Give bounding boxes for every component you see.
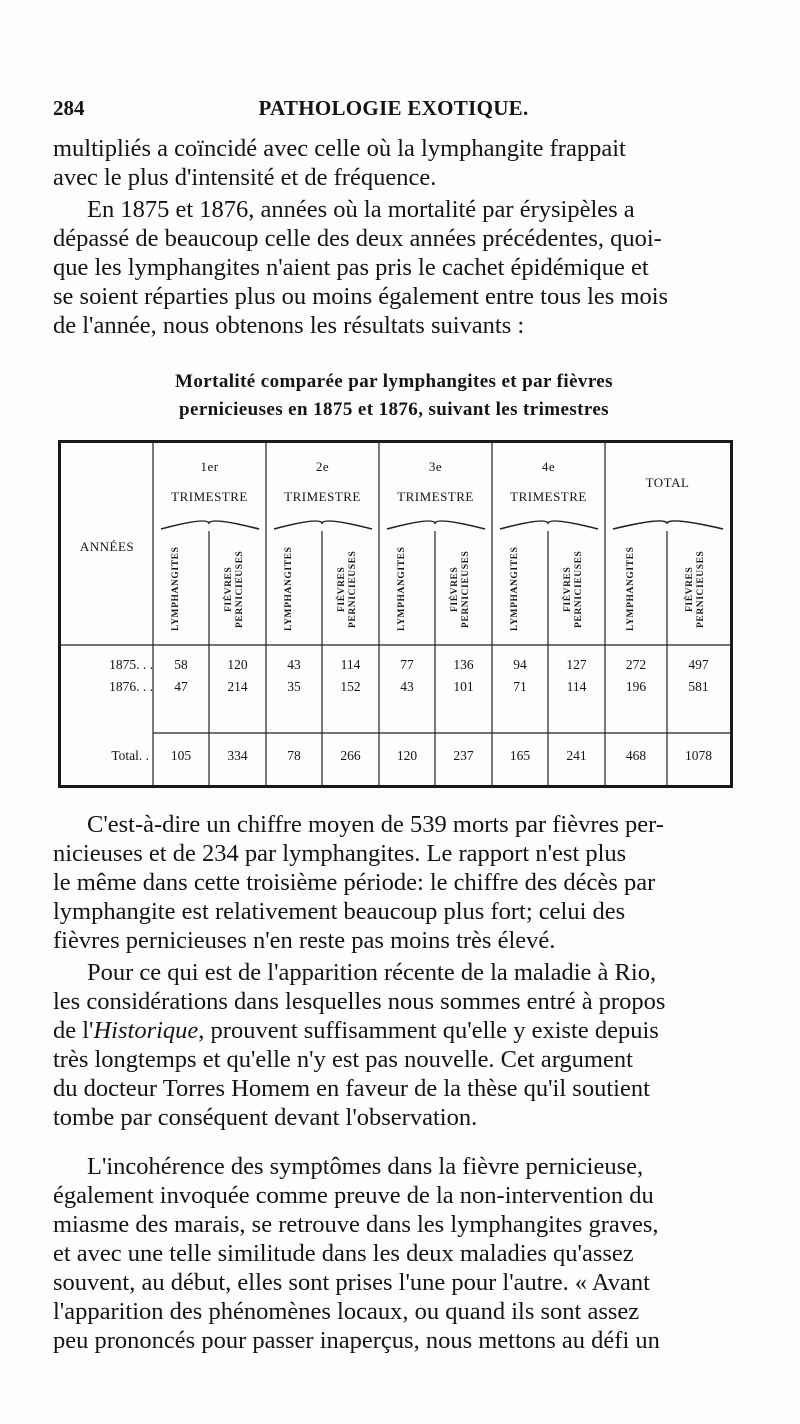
- text-line: le même dans cette troisième période: le chiffre des décès par: [53, 869, 656, 896]
- group-label: TRIMESTRE: [510, 489, 587, 504]
- page-number: 284: [53, 96, 85, 120]
- table-cell: 71: [513, 679, 527, 694]
- subheader-fievres: FIÈVRES PERNICIEUSES: [685, 550, 706, 628]
- text-line: avec le plus d'intensité et de fréquence.: [53, 164, 437, 191]
- text-line: que les lymphangites n'aient pas pris le cachet épidémique et: [53, 254, 649, 281]
- running-head: [53, 96, 734, 122]
- table-cell: 196: [625, 679, 647, 694]
- running-title: PATHOLOGIE EXOTIQUE.: [258, 96, 529, 120]
- table-cell: 127: [566, 657, 587, 672]
- table-caption: [53, 368, 735, 424]
- table-cell: 47: [174, 679, 188, 694]
- group-label: TRIMESTRE: [397, 489, 474, 504]
- table-cell: 77: [400, 657, 414, 672]
- text-line: lymphangite est relativement beaucoup plus fort; celui des: [53, 898, 626, 925]
- year-label: 1875. . .: [109, 657, 153, 672]
- text-line: et avec une telle similitude dans les deux maladies qu'assez: [53, 1240, 634, 1267]
- table-cell: 43: [287, 657, 301, 672]
- text-line: nicieuses et de 234 par lymphangites. Le rapport n'est plus: [53, 840, 627, 867]
- paragraph-3: [53, 810, 735, 955]
- total-cell: 237: [453, 748, 474, 763]
- text-line: se soient réparties plus ou moins également entre tous les mois: [53, 283, 669, 310]
- group-number: 4e: [541, 459, 556, 474]
- subheader-lymphangites: LYMPHANGITES: [626, 546, 636, 632]
- paragraph-5: [53, 1152, 735, 1355]
- mortality-table: [58, 440, 733, 788]
- subheader-fievres: FIÈVRES PERNICIEUSES: [563, 550, 584, 628]
- total-cell: 78: [287, 748, 301, 763]
- text-line: C'est-à-dire un chiffre moyen de 539 morts par fièvres per-: [87, 811, 664, 838]
- table-cell: 136: [453, 657, 474, 672]
- caption-line-1: Mortalité comparée par lymphangites et par fièvres: [175, 371, 613, 392]
- text-line: très longtemps et qu'elle n'y est pas nouvelle. Cet argument: [53, 1046, 633, 1073]
- group-number: 3e: [428, 459, 443, 474]
- total-label: Total. .: [111, 748, 149, 763]
- table-cell: 101: [453, 679, 474, 694]
- total-cell: 241: [566, 748, 587, 763]
- table-cell: 114: [566, 679, 587, 694]
- subheader-lymphangites: LYMPHANGITES: [510, 546, 520, 632]
- text-line: l'apparition des phénomènes locaux, ou quand ils sont assez: [53, 1298, 640, 1325]
- total-cell: 468: [625, 748, 647, 763]
- subheader-fievres: FIÈVRES PERNICIEUSES: [337, 550, 358, 628]
- text-line: En 1875 et 1876, années où la mortalité par érysipèles a: [87, 196, 635, 223]
- text-line: tombe par conséquent devant l'observation.: [53, 1104, 478, 1131]
- paragraph-1: [53, 134, 735, 192]
- caption-line-2: pernicieuses en 1875 et 1876, suivant les trimestres: [179, 399, 609, 420]
- paragraph-2: [53, 195, 735, 340]
- text-line: multipliés a coïncidé avec celle où la lymphangite frappait: [53, 135, 626, 162]
- text-line: Pour ce qui est de l'apparition récente de la maladie à Rio,: [87, 959, 657, 986]
- text-line: L'incohérence des symptômes dans la fièvre pernicieuse,: [87, 1153, 644, 1180]
- group-number: 1er: [200, 459, 219, 474]
- subheader-lymphangites: LYMPHANGITES: [284, 546, 294, 632]
- total-cell: 165: [509, 748, 531, 763]
- total-cell: 105: [170, 748, 192, 763]
- table-cell: 497: [688, 657, 709, 672]
- year-label: 1876. . .: [109, 679, 153, 694]
- total-cell: 1078: [685, 748, 712, 763]
- group-number: 2e: [315, 459, 330, 474]
- italic-title: Historique: [93, 1017, 199, 1044]
- group-label: TRIMESTRE: [284, 489, 361, 504]
- subheader-lymphangites: LYMPHANGITES: [397, 546, 407, 632]
- total-cell: 120: [396, 748, 418, 763]
- table-cell: 58: [174, 657, 188, 672]
- table-cell: 35: [287, 679, 301, 694]
- table-cell: 214: [227, 679, 248, 694]
- text-line: miasme des marais, se retrouve dans les lymphangites graves,: [53, 1211, 659, 1238]
- table-cell: 152: [340, 679, 361, 694]
- table-cell: 94: [513, 657, 527, 672]
- text-line: peu prononcés pour passer inaperçus, nous mettons au défi un: [53, 1327, 660, 1354]
- table-cell: 581: [688, 679, 709, 694]
- total-cell: 334: [227, 748, 248, 763]
- subheader-fievres: FIÈVRES PERNICIEUSES: [224, 550, 245, 628]
- text-line: également invoquée comme preuve de la non-intervention du: [53, 1182, 654, 1209]
- table-cell: 43: [400, 679, 414, 694]
- text-line: de l'Historique, prouvent suffisamment qu'elle y existe depuis: [53, 1017, 659, 1044]
- text-line: fièvres pernicieuses n'en reste pas moins très élevé.: [53, 927, 556, 954]
- subheader-fievres: FIÈVRES PERNICIEUSES: [450, 550, 471, 628]
- group-label: TOTAL: [645, 475, 690, 490]
- subheader-lymphangites: LYMPHANGITES: [171, 546, 181, 632]
- text-line: dépassé de beaucoup celle des deux années précédentes, quoi-: [53, 225, 662, 252]
- text-line: souvent, au début, elles sont prises l'une pour l'autre. « Avant: [53, 1269, 650, 1296]
- group-label: TRIMESTRE: [171, 489, 248, 504]
- text-line: de l'année, nous obtenons les résultats suivants :: [53, 312, 525, 339]
- years-header: ANNÉES: [79, 539, 135, 554]
- text-line: du docteur Torres Homem en faveur de la thèse qu'il soutient: [53, 1075, 650, 1102]
- table-cell: 114: [340, 657, 361, 672]
- text-line: les considérations dans lesquelles nous sommes entré à propos: [53, 988, 666, 1015]
- table-cell: 120: [227, 657, 248, 672]
- paragraph-4: [53, 958, 735, 1132]
- table-cell: 272: [625, 657, 647, 672]
- total-cell: 266: [340, 748, 361, 763]
